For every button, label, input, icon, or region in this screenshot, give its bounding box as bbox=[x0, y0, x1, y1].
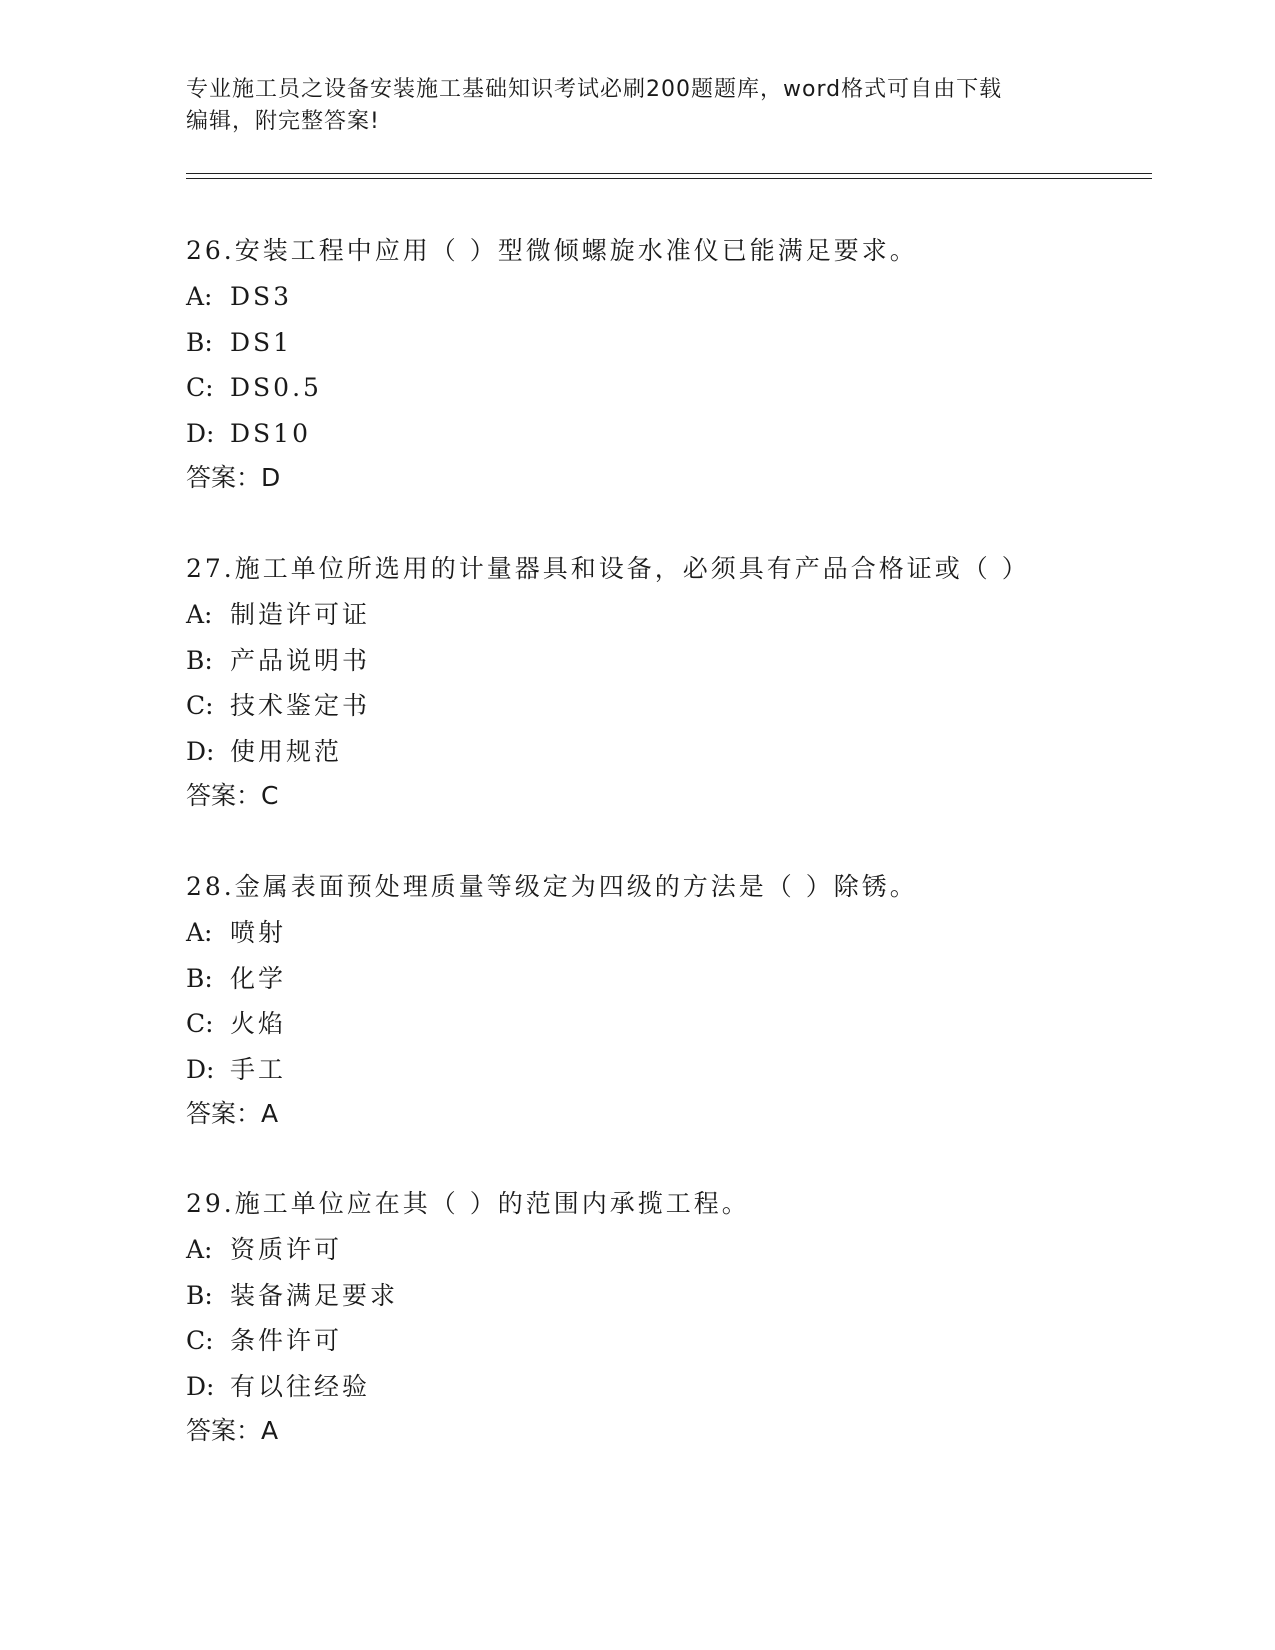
option-b bbox=[186, 1273, 1166, 1319]
option-text: DS0.5 bbox=[230, 373, 322, 402]
option-text: 火焰 bbox=[230, 1009, 287, 1038]
option-label: D: bbox=[186, 1054, 215, 1084]
question-stem: 27.施工单位所选用的计量器具和设备，必须具有产品合格证或（ ） bbox=[186, 554, 1030, 583]
option-label: D: bbox=[186, 736, 215, 766]
question-block bbox=[186, 228, 1166, 500]
answer-line: 答案：D bbox=[186, 463, 281, 492]
option-text: 产品说明书 bbox=[230, 645, 371, 675]
header-divider-bottom bbox=[186, 178, 1152, 179]
option-d bbox=[186, 1047, 1166, 1093]
question-stem: 26.安装工程中应用（ ）型微倾螺旋水准仪已能满足要求。 bbox=[186, 236, 918, 265]
option-label: A: bbox=[186, 1235, 213, 1264]
option-label: B: bbox=[186, 1280, 213, 1310]
option-d bbox=[186, 1364, 1166, 1410]
answer-line: 答案：C bbox=[186, 781, 279, 810]
question-stem: 29.施工单位应在其（ ）的范围内承揽工程。 bbox=[186, 1189, 750, 1218]
option-text: 技术鉴定书 bbox=[230, 691, 371, 720]
option-text: DS10 bbox=[230, 418, 311, 448]
question-stem: 28.金属表面预处理质量等级定为四级的方法是（ ）除锈。 bbox=[186, 872, 918, 901]
option-label: C: bbox=[186, 373, 214, 402]
question-block bbox=[186, 864, 1166, 1136]
header-divider-top bbox=[186, 173, 1152, 174]
option-b bbox=[186, 638, 1166, 684]
option-a bbox=[186, 592, 1166, 638]
header-line-1: 专业施工员之设备安装施工基础知识考试必刷200题题库，word格式可自由下载 bbox=[186, 77, 1003, 102]
option-c bbox=[186, 1318, 1166, 1364]
option-text: 有以往经验 bbox=[230, 1371, 371, 1401]
document-header bbox=[186, 74, 1086, 138]
option-a bbox=[186, 910, 1166, 956]
option-label: B: bbox=[186, 327, 213, 357]
option-label: C: bbox=[186, 1326, 214, 1355]
option-label: A: bbox=[186, 918, 213, 947]
header-line-2: 编辑，附完整答案! bbox=[186, 109, 380, 134]
question-block bbox=[186, 546, 1166, 818]
option-b bbox=[186, 956, 1166, 1002]
option-label: D: bbox=[186, 418, 215, 448]
option-d bbox=[186, 411, 1166, 457]
option-label: B: bbox=[186, 963, 213, 993]
option-text: 喷射 bbox=[230, 918, 287, 947]
option-text: DS1 bbox=[230, 327, 293, 357]
option-c bbox=[186, 365, 1166, 411]
option-text: 装备满足要求 bbox=[230, 1280, 399, 1310]
option-c bbox=[186, 683, 1166, 729]
option-text: 手工 bbox=[230, 1054, 287, 1084]
option-a bbox=[186, 274, 1166, 320]
option-text: 资质许可 bbox=[230, 1235, 343, 1264]
option-text: 条件许可 bbox=[230, 1326, 343, 1355]
option-a bbox=[186, 1227, 1166, 1273]
option-label: C: bbox=[186, 691, 214, 720]
option-text: 化学 bbox=[230, 963, 287, 993]
answer-line: 答案：A bbox=[186, 1416, 279, 1445]
answer-line: 答案：A bbox=[186, 1099, 279, 1128]
option-text: DS3 bbox=[230, 282, 293, 311]
option-d bbox=[186, 729, 1166, 775]
option-label: A: bbox=[186, 600, 213, 629]
option-b bbox=[186, 320, 1166, 366]
option-c bbox=[186, 1001, 1166, 1047]
option-text: 使用规范 bbox=[230, 736, 343, 766]
option-label: A: bbox=[186, 282, 213, 311]
option-label: C: bbox=[186, 1009, 214, 1038]
option-text: 制造许可证 bbox=[230, 600, 371, 629]
option-label: D: bbox=[186, 1371, 215, 1401]
question-block bbox=[186, 1181, 1166, 1453]
option-label: B: bbox=[186, 645, 213, 675]
